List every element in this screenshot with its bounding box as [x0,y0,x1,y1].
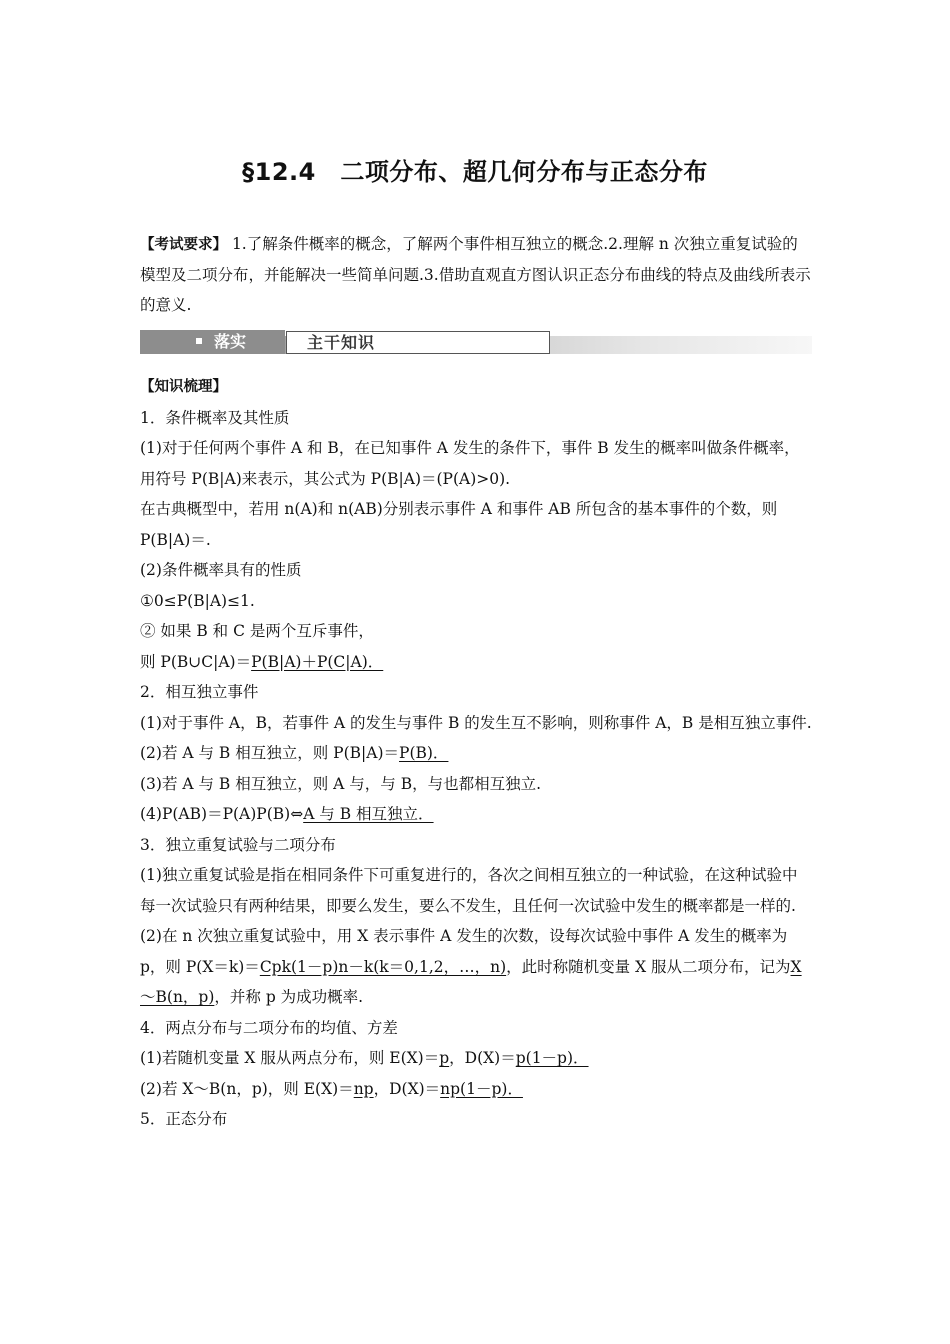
requirements-tag: 【考试要求】 [140,237,227,253]
section-banner [140,330,812,357]
banner-dark-text: 落实 [214,332,247,351]
s1-paragraph-1: (1)对于任何两个事件 A 和 B，在已知事件 A 发生的条件下，事件 B 发生的概率叫做条件概率，用符号 P(B|A)来表示，其公式为 P(B|A)＝(P(A)>0). [140,439,800,488]
requirements-text: 1.了解条件概率的概念，了解两个事件相互独立的概念.2.理解 n 次独立重复试验的模型及二项分布，并能解决一些简单问题.3.借助直观直方图认识正态分布曲线的特点及曲线所表示的意义. [140,235,811,314]
s1-property-2-formula [140,647,812,678]
s2-paragraph-1: (1)对于事件 A，B，若事件 A 的发生与事件 B 的发生互不影响，则称事件 A，B 是相互独立事件. [140,713,812,732]
answer-blank: p(1－p)． [515,1049,589,1067]
s4-title: 4．两点分布与二项分布的均值、方差 [140,1018,398,1037]
formula-prefix: (2)若 A 与 B 相互独立，则 P(B|A)＝ [140,744,400,762]
s3-paragraph-2 [140,921,812,1013]
formula-prefix: (2)若 X～B(n，p)，则 E(X)＝ [140,1079,354,1098]
s5-title: 5．正态分布 [140,1110,228,1128]
s1-paragraph-3: (2)条件概率具有的性质 [140,561,302,579]
s3-title: 3．独立重复试验与二项分布 [140,835,336,854]
s1-property-2: ② 如果 B 和 C 是两个互斥事件， [140,622,374,640]
s4-paragraph-1 [140,1043,812,1074]
answer-blank: np(1－p)． [440,1079,523,1098]
formula-prefix: (1)若随机变量 X 服从两点分布，则 E(X)＝ [140,1049,440,1067]
s2-paragraph-2 [140,738,812,769]
answer-blank: p [439,1049,450,1067]
s3-text-a: (2)在 n 次独立重复试验中，用 X 表示事件 A 发生的次数，设每次试验中事件 A 发生的概率为 p，则 P(X＝k)＝ [140,927,788,976]
s4-paragraph-2 [140,1074,812,1105]
formula-mid: ，D(X)＝ [449,1049,516,1067]
formula-prefix: 则 P(B∪C|A)＝ [140,652,252,671]
square-bullet-icon [196,338,202,344]
section-heading: 【知识梳理】 [140,379,227,395]
s1-title: 1．条件概率及其性质 [140,408,290,427]
formula-prefix: (4)P(AB)＝P(A)P(B)⇔ [140,805,304,823]
s3-text-b: ，此时称随机变量 X 服从二项分布，记为 [506,957,791,976]
answer-blank: X～B(n，p) [140,957,802,1006]
answer-blank: np [353,1079,374,1098]
s1-property-1: ①0≤P(B|A)≤1. [140,591,255,610]
answer-blank: P(B|A)＋P(C|A)． [251,652,384,671]
answer-blank: P(B)． [399,744,449,762]
s2-paragraph-4 [140,799,812,830]
s1-paragraph-2: 在古典概型中，若用 n(A)和 n(AB)分别表示事件 A 和事件 AB 所包含的基本事件的个数，则 P(B|A)＝. [140,500,778,549]
page-title: §12.4 二项分布、超几何分布与正态分布 [242,158,708,186]
banner-box-label [286,331,550,354]
banner-dark-label [140,330,285,354]
formula-mid: ，D(X)＝ [373,1079,441,1098]
knowledge-body [140,372,812,1135]
binomial-formula: Cpk(1－p)n－k(k＝0,1,2，…，n) [259,957,507,976]
s2-paragraph-3: (3)若 A 与 B 相互独立，则 A 与，与 B，与也都相互独立. [140,774,542,793]
banner-box-text: 主干知识 [307,333,376,352]
exam-requirements [140,229,812,320]
answer-blank: A 与 B 相互独立． [303,805,434,823]
s3-text-c: ，并称 p 为成功概率. [214,988,364,1006]
s3-paragraph-1: (1)独立重复试验是指在相同条件下可重复进行的，各次之间相互独立的一种试验，在这种试验中每一次试验只有两种结果，即要么发生，要么不发生，且任何一次试验中发生的概率都是一样的. [140,866,798,915]
s2-title: 2．相互独立事件 [140,683,259,701]
